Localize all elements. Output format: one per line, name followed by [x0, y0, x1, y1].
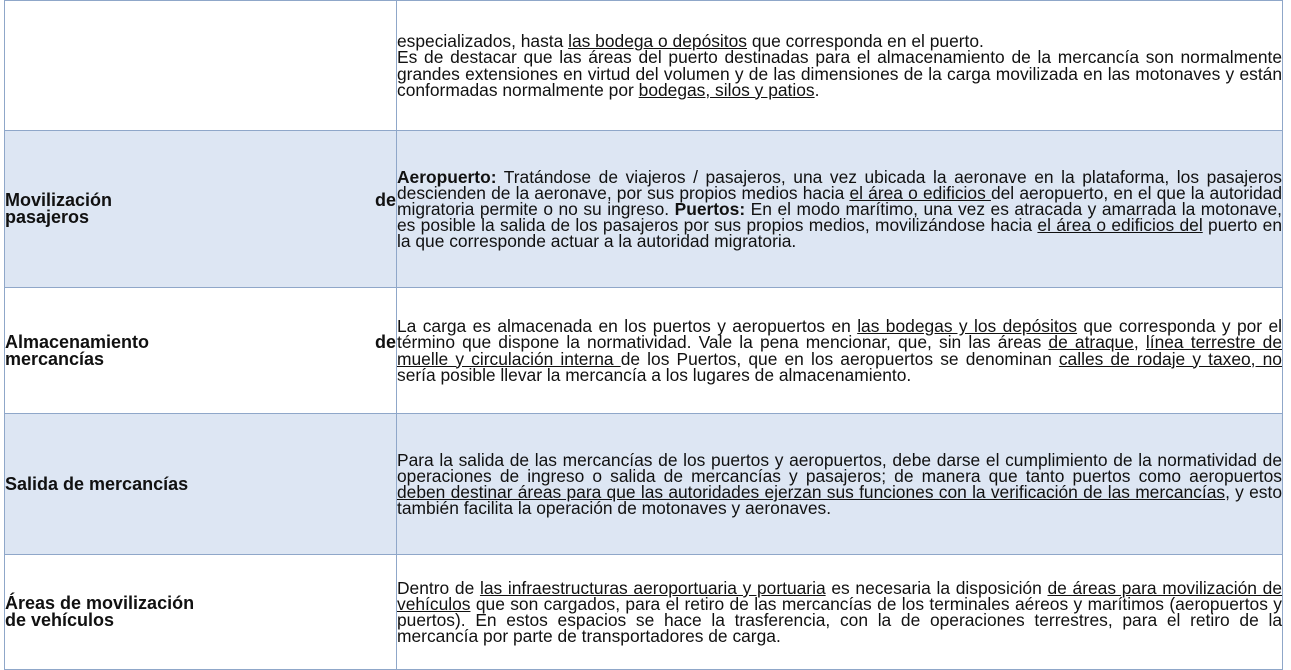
- underlined-text: bodegas, silos y patios: [638, 79, 815, 100]
- row-label-line: Almacenamiento de: [5, 331, 396, 352]
- text-run: .: [814, 79, 820, 100]
- text-run: En el modo marítimo, una vez es atracada y amarrada la motonave, es posible la salida de los pasajeros por sus propios medios, movilizándose hacia: [397, 198, 1283, 236]
- text-run: , y esto también facilita la operación de motonaves y aeronaves.: [397, 482, 1282, 519]
- underlined-text: deben destinar áreas para que las autoridades ejerzan sus funciones con la verificación de las mercancías: [397, 482, 1226, 502]
- table-row: [5, 1, 1283, 131]
- underlined-text: las bodega o depósitos: [568, 31, 747, 52]
- row-label-cell: [5, 288, 397, 414]
- text-run: es necesaria la disposición: [825, 577, 1048, 598]
- row-description-cell: [397, 131, 1283, 288]
- row-label-cell: [5, 131, 397, 288]
- row-label-cell: [5, 414, 397, 555]
- row-description-paragraph: [397, 47, 1282, 100]
- text-run: La carga es almacenada en los puertos y aeropuertos en: [397, 316, 858, 337]
- table-row: [5, 414, 1283, 555]
- table-row: [5, 288, 1283, 414]
- underlined-text: de atraque: [1048, 332, 1134, 353]
- row-label-line: de vehículos: [5, 610, 115, 630]
- underlined-text: el área o edificios: [849, 182, 991, 203]
- row-description-paragraph: [397, 449, 1282, 519]
- text-run: del aeropuerto, en el que la autoridad migratoria permite o no su ingreso.: [397, 182, 1282, 219]
- row-label-line: Movilización de: [5, 190, 396, 210]
- text-run: que corresponda en el puerto.: [747, 31, 984, 52]
- row-label-text: Salida de mercancías: [5, 473, 189, 494]
- text-run: que son cargados, para el retiro de las mercancías de los terminales aéreos y marítimos (aeropuertos y puertos). En estos espacios se hace la trasferencia, con la de operaciones terrestres, para el retiro de la mercancía por parte de transportadores de carga.: [397, 593, 1282, 647]
- table-row: [5, 555, 1283, 670]
- row-description-paragraph: [397, 166, 1283, 252]
- bold-text: Aeropuerto:: [397, 166, 497, 187]
- text-run: Para la salida de las mercancías de los puertos y aeropuertos, debe darse el cumplimiento de la normatividad de operaciones de ingreso o salida de mercancías y pasajeros; de manera que tanto puertos como aeropuertos: [397, 449, 1282, 486]
- info-table: [4, 0, 1283, 670]
- underlined-text: el área o edificios del: [1037, 215, 1203, 236]
- underlined-text: las infraestructuras aeroportuaria y portuaria: [479, 577, 826, 598]
- text-run: que corresponda y por el término que dispone la normatividad. Vale la pena mencionar, que, sin las áreas: [397, 316, 1283, 353]
- underlined-text: las bodegas y los depósitos: [857, 316, 1078, 337]
- text-run: de los Puertos, que en los aeropuertos se denominan: [620, 348, 1059, 369]
- row-description-cell: [397, 555, 1283, 670]
- row-label-line: pasajeros: [5, 207, 90, 227]
- row-label-cell: [5, 1, 397, 131]
- row-description-cell: [397, 1, 1283, 131]
- row-description-paragraph: [397, 577, 1282, 647]
- text-run: especializados, hasta: [397, 31, 569, 52]
- row-description-cell: [397, 288, 1283, 414]
- row-label-line: Áreas de movilización: [5, 593, 195, 613]
- underlined-text: calles de rodaje y taxeo, no: [1058, 348, 1282, 369]
- bold-text: Puertos:: [674, 198, 746, 219]
- row-label-line: mercancías: [5, 348, 105, 369]
- row-description-paragraph: [397, 316, 1283, 385]
- text-run: ,: [1133, 332, 1146, 353]
- table-row: [5, 131, 1283, 288]
- text-run: Tratándose de viajeros / pasajeros, una vez ubicada la aeronave en la plataforma, los pasajeros descienden de la aeronave, por sus propios medios hacia: [397, 166, 1282, 203]
- text-run: puerto en la que corresponde actuar a la autoridad migratoria.: [397, 215, 1282, 252]
- underlined-text: línea terrestre de muelle y circulación interna: [397, 332, 1282, 369]
- text-run: Es de destacar que las áreas del puerto destinadas para el almacenamiento de la mercancía son normalmente grandes extensiones en virtud del volumen y de las dimensiones de la carga movilizada en las motonaves y están conformadas normalmente por: [397, 47, 1282, 100]
- underlined-text: de áreas para movilización de vehículos: [397, 577, 1282, 614]
- row-description-cell: [397, 414, 1283, 555]
- text-run: Dentro de: [397, 577, 480, 598]
- text-run: sería posible llevar la mercancía a los lugares de almacenamiento.: [397, 364, 912, 385]
- row-label-cell: [5, 555, 397, 670]
